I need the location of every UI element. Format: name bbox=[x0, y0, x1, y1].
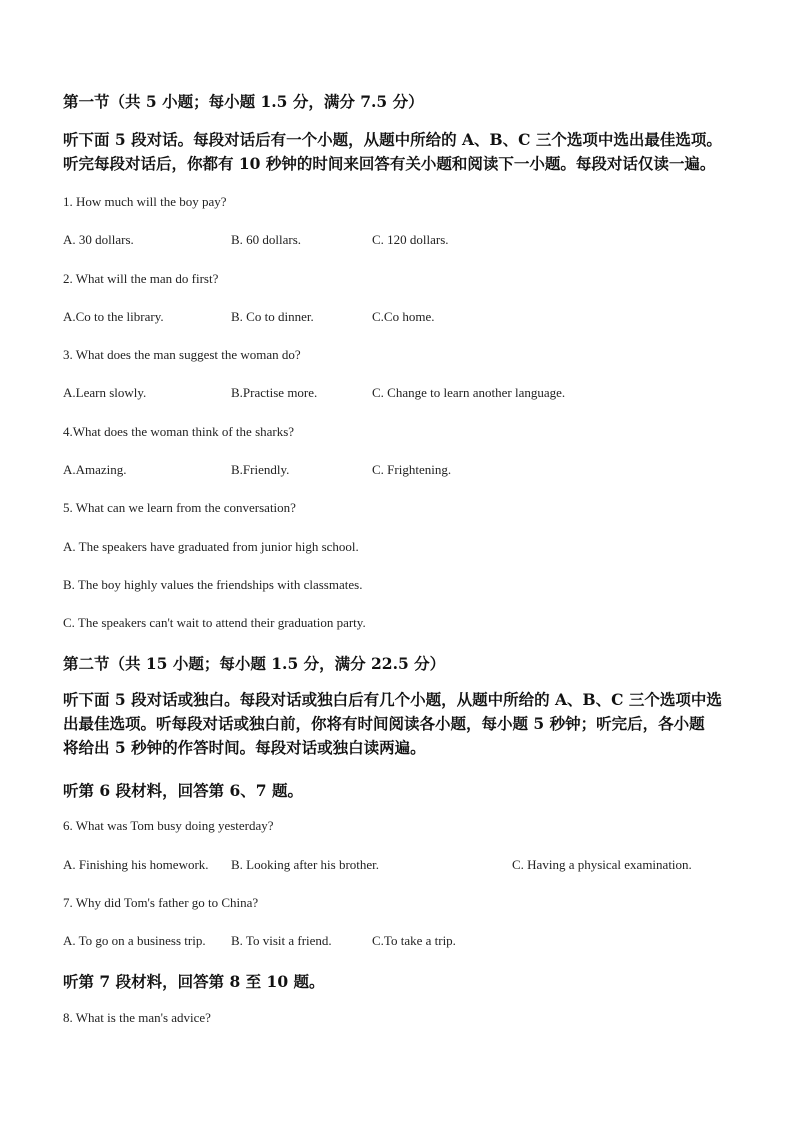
question-5-option-c: C. The speakers can't wait to attend their graduation party. bbox=[63, 615, 366, 630]
section2-instruction-line1: 听下面 5 段对话或独白。每段对话或独白后有几个小题，从题中所给的 A、B、C 三个选项中选 bbox=[63, 690, 722, 709]
question-2-option-b: B. Co to dinner. bbox=[231, 309, 314, 324]
section2-instruction bbox=[63, 688, 733, 760]
question-6-option-b: B. Looking after his brother. bbox=[231, 857, 380, 872]
question-2-option-c: C.Co home. bbox=[372, 309, 435, 324]
question-3-option-c: C. Change to learn another language. bbox=[372, 385, 566, 400]
question-3-stem: 3. What does the man suggest the woman do? bbox=[63, 347, 301, 362]
question-1-option-b: B. 60 dollars. bbox=[231, 232, 302, 247]
question-5-stem: 5. What can we learn from the conversation? bbox=[63, 500, 296, 515]
question-1-stem: 1. How much will the boy pay? bbox=[63, 194, 227, 209]
material-6-heading: 听第 6 段材料，回答第 6、7 题。 bbox=[63, 781, 303, 800]
question-1-option-c: C. 120 dollars. bbox=[372, 232, 449, 247]
question-2-option-a: A.Co to the library. bbox=[63, 309, 164, 324]
section2-instruction-line3: 将给出 5 秒钟的作答时间。每段对话或独白读两遍。 bbox=[63, 738, 426, 757]
question-7-option-b: B. To visit a friend. bbox=[231, 933, 332, 948]
question-6-stem: 6. What was Tom busy doing yesterday? bbox=[63, 818, 274, 833]
section1-instruction-line1: 听下面 5 段对话。每段对话后有一个小题，从题中所给的 A、B、C 三个选项中选出最佳选项。 bbox=[63, 130, 722, 149]
material-7-heading: 听第 7 段材料，回答第 8 至 10 题。 bbox=[63, 972, 325, 991]
question-6-option-c: C. Having a physical examination. bbox=[512, 857, 692, 872]
question-4-option-b: B.Friendly. bbox=[231, 462, 290, 477]
question-3-option-b: B.Practise more. bbox=[231, 385, 318, 400]
section1-heading: 第一节（共 5 小题；每小题 1.5 分，满分 7.5 分） bbox=[63, 92, 424, 111]
section1-instruction-line2: 听完每段对话后，你都有 10 秒钟的时间来回答有关小题和阅读下一小题。每段对话仅读一遍。 bbox=[63, 154, 716, 173]
question-8-stem: 8. What is the man's advice? bbox=[63, 1010, 211, 1025]
question-4-stem: 4.What does the woman think of the sharks? bbox=[63, 424, 295, 439]
question-4-option-a: A.Amazing. bbox=[63, 462, 127, 477]
question-7-option-c: C.To take a trip. bbox=[372, 933, 456, 948]
question-5-option-a: A. The speakers have graduated from junior high school. bbox=[63, 539, 359, 554]
question-4-option-c: C. Frightening. bbox=[372, 462, 452, 477]
section1-instruction bbox=[63, 128, 733, 176]
question-1-option-a: A. 30 dollars. bbox=[63, 232, 134, 247]
section2-heading: 第二节（共 15 小题；每小题 1.5 分，满分 22.5 分） bbox=[63, 654, 446, 673]
section2-instruction-line2: 出最佳选项。听每段对话或独白前，你将有时间阅读各小题，每小题 5 秒钟；听完后，各小题 bbox=[63, 714, 705, 733]
question-2-stem: 2. What will the man do first? bbox=[63, 271, 219, 286]
question-3-option-a: A.Learn slowly. bbox=[63, 385, 147, 400]
question-6-option-a: A. Finishing his homework. bbox=[63, 857, 209, 872]
question-7-option-a: A. To go on a business trip. bbox=[63, 933, 206, 948]
question-7-stem: 7. Why did Tom's father go to China? bbox=[63, 895, 259, 910]
question-5-option-b: B. The boy highly values the friendships with classmates. bbox=[63, 577, 363, 592]
